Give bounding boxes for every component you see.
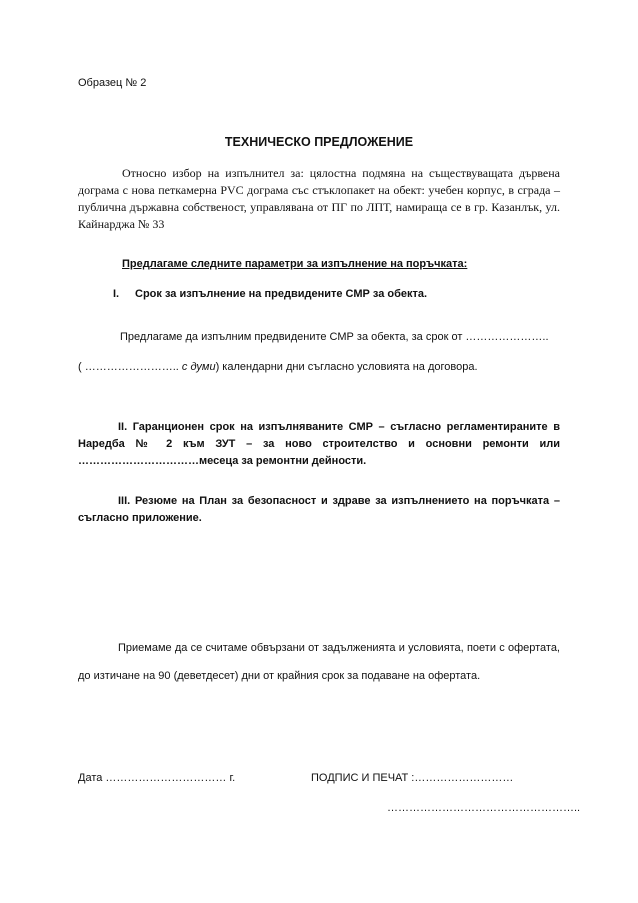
document-title-text: ТЕХНИЧЕСКО ПРЕДЛОЖЕНИЕ (224, 135, 414, 149)
acceptance-paragraph: Приемаме да се считаме обвързани от задълженията и условията, поети с офертата, до изтичане на 90 (деветдесет) дни от крайния срок за подаване на офертата. (78, 642, 560, 682)
date-field: Дата …………………………… г. (78, 772, 236, 784)
section3-paragraph: III. Резюме на План за безопасност и здраве за изпълнението на поръчката – съгласно приложение. (78, 495, 560, 524)
form-number: Образец № 2 (78, 77, 147, 89)
section1-term-line: Предлагаме да изпълним предвидените СМР за обекта, за срок от ………………….. (120, 331, 549, 343)
signature-line: …………………………………………….. (387, 802, 581, 814)
document-title (0, 135, 638, 149)
words-italic: с думи (181, 361, 216, 373)
section1-number: I. (113, 288, 120, 300)
signature-field: ПОДПИС И ПЕЧАТ :……………………… (311, 772, 514, 784)
params-heading: Предлагаме следните параметри за изпълнение на поръчката: (122, 258, 468, 270)
section1-title: Срок за изпълнение на предвидените СМР за обекта. (135, 288, 428, 300)
section2-paragraph: II. Гаранционен срок на изпълняваните СМР – съгласно регламентираните в Наредба № 2 към ЗУТ – за ново строителство и основни ремонти или ……………………………месеца за ремонтни дейности. (78, 421, 560, 467)
intro-paragraph: Относно избор на изпълнител за: цялостна подмяна на съществуващата дървена дограма с нова петкамерна PVC дограма със стъклопакет на обект: учебен корпус, в сграда – публична държавна собственост, управлявана от ПГ по ЛПТ, намираща се в гр. Казанлък, ул. Кайнарджа № 33 (78, 166, 560, 231)
section1-heading (113, 288, 427, 300)
words-prefix: ( …………………….. (78, 361, 179, 373)
section1-words-line (78, 361, 478, 373)
words-suffix: ) календарни дни съгласно условията на договора. (215, 361, 478, 373)
